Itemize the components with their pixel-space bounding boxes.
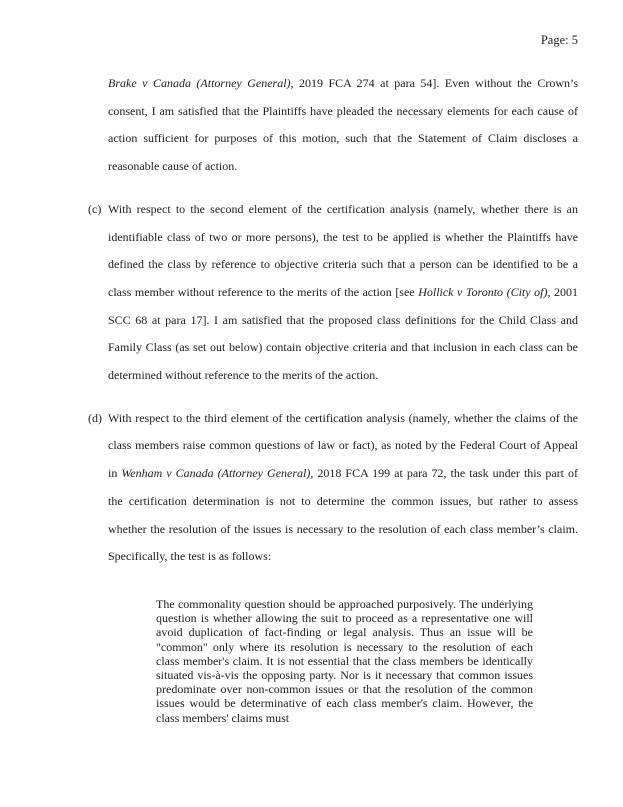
list-paragraph-c-text-before: With respect to the second element of the certification analysis (namely, whether there is an identifiable class of two or more persons), the test to be applied is whether the Plaintiffs have defined the class by reference to objective criteria such that a person can be identified to be a class member without reference to the merits of the action [see xyxy=(108,201,578,299)
page-number: Page: 5 xyxy=(540,33,578,47)
case-citation-hollick: Hollick v Toronto (City of) xyxy=(418,284,548,299)
list-paragraph-d-text-after: , 2018 FCA 199 at para 72, the task under this part of the certification determination is not to determine the common issues, but rather to assess whether the resolution of the issues is necessary to the resolution of each class member’s claim. Specifically, the test is as follows: xyxy=(108,466,579,564)
list-paragraph-c-text-after: , 2001 SCC 68 at para 17]. I am satisfied that the proposed class definitions for the Child Class and Family Class (as set out below) contain objective criteria and that inclusion in each class can be determined without reference to the merits of the action. xyxy=(108,284,579,383)
list-paragraph-d-text-before: With respect to the third element of the certification analysis (namely, whether the claims of the class members raise common questions of law or fact), as noted by the Federal Court of Appeal in xyxy=(108,410,578,481)
list-marker-d: (d) xyxy=(88,410,102,425)
case-citation-brake: Brake v Canada (Attorney General) xyxy=(108,76,291,90)
list-marker-c: (c) xyxy=(88,201,102,216)
list-paragraph-c xyxy=(108,196,578,390)
list-item-c xyxy=(88,196,579,390)
intro-paragraph xyxy=(108,70,578,181)
list-item-d xyxy=(88,405,579,571)
intro-paragraph-text: , 2019 FCA 274 at para 54]. Even without the Crown’s consent, I am satisfied that the Plaintiffs have pleaded the necessary elements for each cause of action sufficient for purposes of this motion, such that the Statement of Claim discloses a reasonable cause of action. xyxy=(108,76,578,174)
list-paragraph-d xyxy=(108,405,578,571)
block-quote-commonality-test: The commonality question should be approached purposively. The underlying question is whether allowing the suit to proceed as a representative one will avoid duplication of fact-finding or legal analysis. Thus an issue will be "common" only where its resolution is necessary to the resolution of each class member's claim. It is not essential that the class members be identically situated vis-à-vis the opposing party. Nor is it necessary that common issues predominate over non-common issues or that the resolution of the common issues would be determinative of each class member's claim. However, the class members' claims must xyxy=(156,596,533,725)
case-citation-wenham: Wenham v Canada (Attorney General) xyxy=(121,466,311,481)
